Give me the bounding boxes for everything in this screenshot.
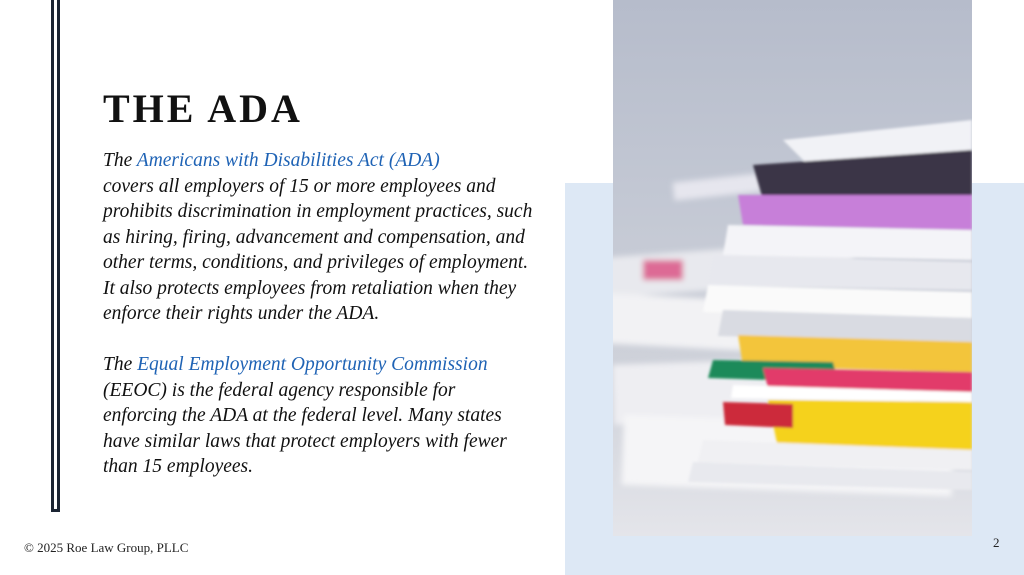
paragraph-eeoc-prefix: The [103, 354, 138, 375]
slide-body [103, 148, 533, 480]
paragraph-ada [103, 148, 533, 327]
footer-copyright: © 2025 Roe Law Group, PLLC [24, 540, 189, 555]
left-bracket-bar [51, 0, 60, 512]
slide-title: THE ADA [103, 86, 303, 131]
eeoc-link[interactable]: Equal Employment Opportunity Commission [137, 354, 488, 375]
papers-illustration [613, 0, 972, 536]
paragraph-ada-text: covers all employers of 15 or more employees and prohibits discrimination in employment practices, such as hiring, firing, advancement and compensation, and other terms, conditions, and privileges of employment. It also protects employees from retaliation when they enforce their rights under the ADA. [103, 175, 533, 324]
stack-of-papers-photo [613, 0, 972, 536]
ada-link[interactable]: Americans with Disabilities Act (ADA) [136, 150, 440, 171]
page-number: 2 [993, 535, 1000, 550]
paragraph-eeoc [103, 352, 533, 480]
paragraph-eeoc-text: (EEOC) is the federal agency responsible for enforcing the ADA at the federal level. Many states have similar laws that protect employers with fewer than 15 employees. [103, 379, 507, 477]
paragraph-ada-prefix: The [103, 150, 137, 171]
